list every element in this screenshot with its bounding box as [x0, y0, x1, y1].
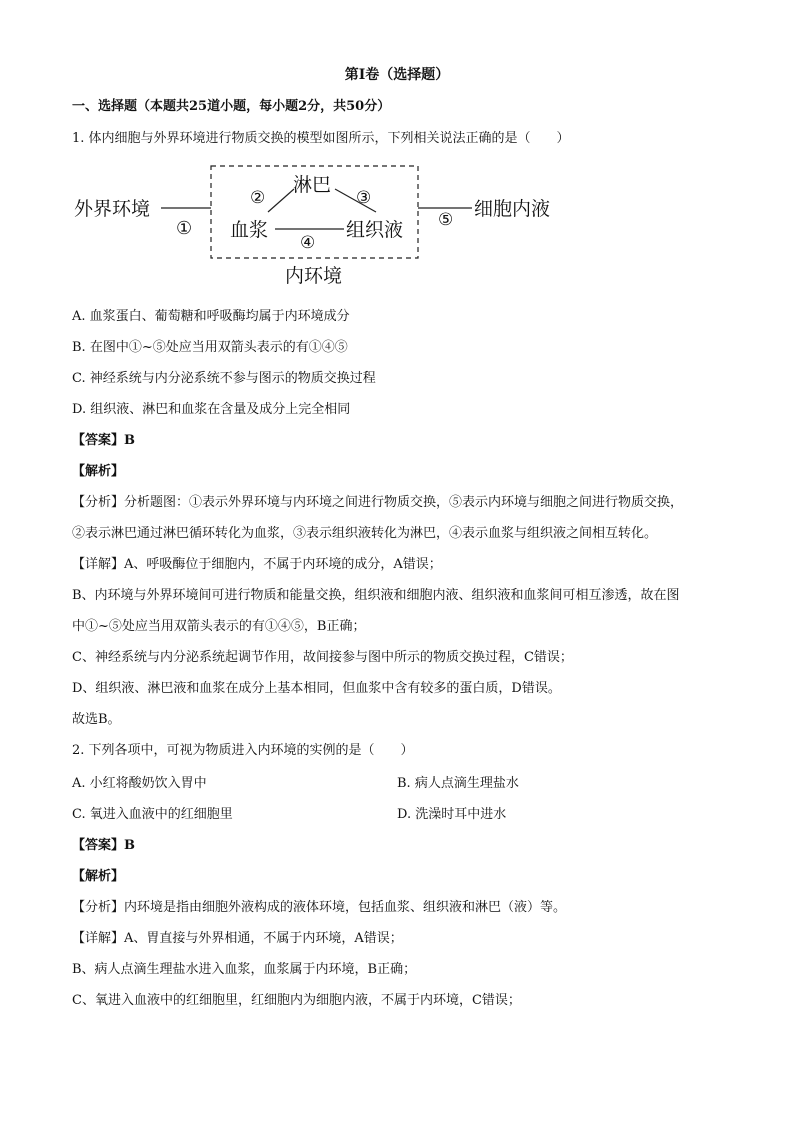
q2-option-b: B. 病人点滴生理盐水 — [397, 776, 519, 791]
q2-options-row-1 — [72, 773, 734, 795]
q1-analysis-label: 【解析】 — [72, 464, 125, 479]
q1-conclusion: 故选B。 — [72, 712, 121, 727]
diagram-label-4: ④ — [300, 233, 316, 253]
q2-answer: 【答案】B — [72, 838, 135, 853]
section-heading: 一、选择题（本题共25道小题，每小题2分，共50分） — [72, 99, 391, 114]
diagram-outer-env: 外界环境 — [74, 198, 151, 220]
diagram-lymph: 淋巴 — [293, 174, 332, 196]
q2-options-row-2 — [72, 804, 734, 826]
q2-detail-line-3: C、氧进入血液中的红细胞里，红细胞内为细胞内液，不属于内环境，C错误； — [72, 993, 521, 1008]
internal-environment-diagram — [72, 162, 592, 290]
q2-option-a: A. 小红将酸奶饮入胃中 — [72, 776, 207, 791]
diagram-intracellular: 细胞内液 — [474, 198, 551, 220]
q1-detail-line-3: 中①~⑤处应当用双箭头表示的有①④⑤，B正确； — [72, 619, 366, 634]
diagram-tissue-fluid: 组织液 — [346, 219, 404, 241]
q1-option-b: B. 在图中①~⑤处应当用双箭头表示的有①④⑤ — [72, 340, 348, 355]
q1-answer: 【答案】B — [72, 433, 135, 448]
q1-detail-line-4: C、神经系统与内分泌系统起调节作用，故间接参与图中所示的物质交换过程，C错误； — [72, 650, 573, 665]
question-2-stem: 2. 下列各项中，可视为物质进入内环境的实例的是（ ） — [72, 743, 414, 758]
diagram-label-5: ⑤ — [438, 210, 454, 230]
diagram-label-1: ① — [176, 218, 193, 239]
q1-detail-line-2: B、内环境与外界环境间可进行物质和能量交换，组织液和细胞内液、组织液和血浆间可相互渗透，故在图 — [72, 588, 680, 603]
section-title: 第Ⅰ卷（选择题） — [344, 67, 450, 83]
question-1-stem: 1. 体内细胞与外界环境进行物质交换的模型如图所示，下列相关说法正确的是（ ） — [72, 131, 570, 146]
q1-analysis-line-2: ②表示淋巴通过淋巴循环转化为血浆，③表示组织液转化为淋巴，④表示血浆与组织液之间相互转化。 — [72, 526, 658, 541]
q1-option-a: A. 血浆蛋白、葡萄糖和呼吸酶均属于内环境成分 — [72, 309, 350, 324]
q1-analysis-line-1: 【分析】分析题图：①表示外界环境与内环境之间进行物质交换，⑤表示内环境与细胞之间进行物质交换， — [72, 495, 684, 510]
q1-detail-line-5: D、组织液、淋巴液和血浆在成分上基本相同，但血浆中含有较多的蛋白质，D错误。 — [72, 681, 561, 696]
line-2 — [268, 189, 294, 212]
q2-analysis-label: 【解析】 — [72, 869, 125, 884]
q1-option-d: D. 组织液、淋巴和血浆在含量及成分上完全相同 — [72, 402, 351, 417]
diagram-label-3: ③ — [356, 188, 372, 208]
diagram-label-2: ② — [250, 188, 266, 208]
q2-option-d: D. 洗澡时耳中进水 — [397, 807, 507, 822]
diagram-plasma: 血浆 — [230, 219, 269, 241]
q1-option-c: C. 神经系统与内分泌系统不参与图示的物质交换过程 — [72, 371, 376, 386]
q2-option-c: C. 氧进入血液中的红细胞里 — [72, 807, 233, 822]
q2-detail-line-2: B、病人点滴生理盐水进入血浆，血浆属于内环境，B正确； — [72, 962, 417, 977]
q2-detail-line-1: 【详解】A、胃直接与外界相通，不属于内环境，A错误； — [72, 931, 403, 946]
q2-analysis-line: 【分析】内环境是指由细胞外液构成的液体环境，包括血浆、组织液和淋巴（液）等。 — [72, 900, 567, 915]
q1-detail-line-1: 【详解】A、呼吸酶位于细胞内，不属于内环境的成分，A错误； — [72, 557, 442, 572]
diagram-internal-env: 内环境 — [285, 265, 343, 287]
